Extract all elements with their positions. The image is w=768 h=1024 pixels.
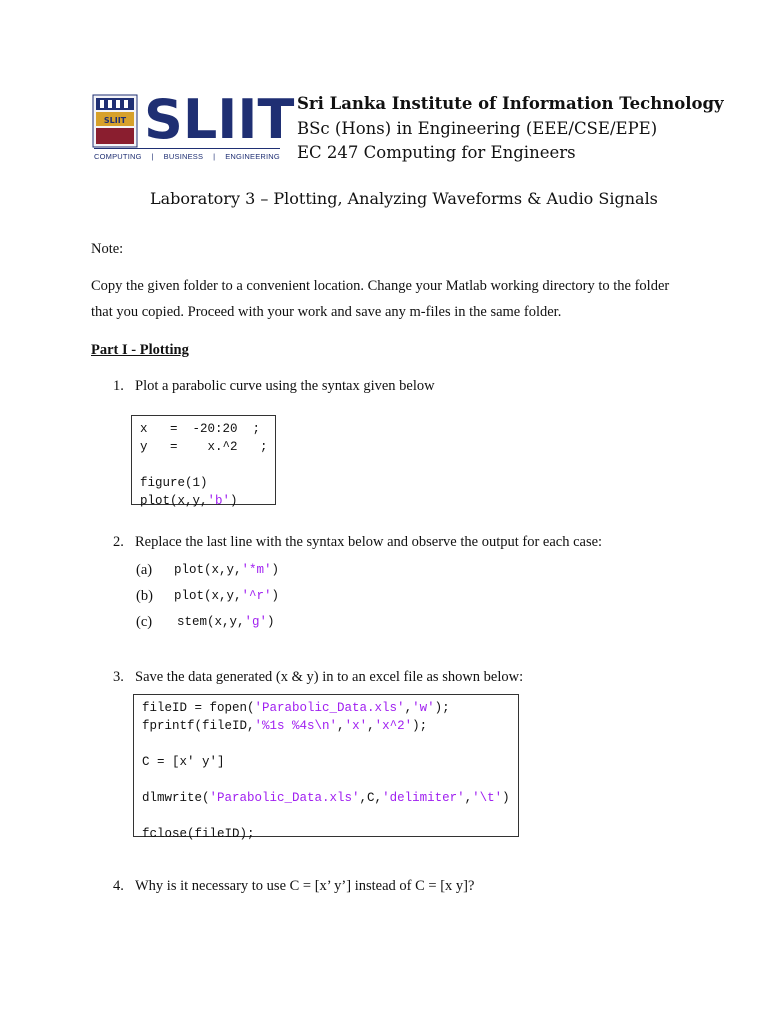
code-line: , [367,719,375,733]
code-line: x = -20:20 ; [140,422,261,436]
code-line: ); [412,719,428,733]
code-line: ); [434,701,450,715]
code-line: ) [502,791,510,805]
item-1-number: 1. [113,378,124,394]
institution-name: Sri Lanka Institute of Information Technology [297,94,724,113]
code-string: 'delimiter' [382,791,465,805]
sub-c-code [177,615,275,629]
code-string: 'g' [244,615,268,629]
code-line: fprintf(fileID, [142,719,255,733]
header-block [297,92,724,166]
code-string: 'x^2' [374,719,413,733]
crest-icon [92,94,138,148]
logo-tagline [94,148,280,161]
code-text: plot(x,y, [174,589,242,603]
code-line: , [464,791,473,805]
note-line-1: Copy the given folder to a convenient location. Change your Matlab working directory to the folder [91,278,670,294]
code-line: fileID = fopen( [142,701,255,715]
item-3-text: Save the data generated (x & y) in to an excel file as shown below: [135,669,524,685]
tagline-sep: | [213,152,216,161]
logo-wordmark: SLIIT [144,88,295,151]
code-string: 'b' [207,494,231,508]
code-line: C = [x' y'] [142,755,225,769]
sliit-logo [92,88,295,167]
item-4-number: 4. [113,878,124,894]
code-text: ) [267,615,275,629]
sub-a-code [174,563,279,577]
degree-name: BSc (Hons) in Engineering (EEE/CSE/EPE) [297,118,658,138]
sub-b-code [174,589,279,603]
lab-title: Laboratory 3 – Plotting, Analyzing Waveforms & Audio Signals [150,189,658,208]
item-2-number: 2. [113,534,124,550]
code-block-1 [131,415,276,508]
part-heading: Part I - Plotting [91,342,189,358]
tagline-business: BUSINESS [163,152,204,161]
code-text: plot(x,y, [174,563,242,577]
code-line: dlmwrite( [142,791,210,805]
course-name: EC 247 Computing for Engineers [297,143,576,162]
code-line: figure(1) [140,476,208,490]
code-line: y = x.^2 ; [140,440,268,454]
crest-text: SLIIT [103,116,127,125]
code-line: fclose(fileID); [142,827,255,841]
code-line: , [404,701,413,715]
code-string: '%1s %4s\n' [254,719,338,733]
code-string: 'x' [344,719,368,733]
sub-c-label: (c) [136,614,153,630]
item-3-number: 3. [113,669,124,685]
code-text: stem(x,y, [177,615,245,629]
item-4-text: Why is it necessary to use C = [x’ y’] instead of C = [x y]? [135,878,475,894]
note-line-2: that you copied. Proceed with your work and save any m-files in the same folder. [91,304,562,320]
item-2-text: Replace the last line with the syntax below and observe the output for each case: [135,534,603,550]
code-line: ) [230,494,238,508]
sub-a-label: (a) [136,562,153,578]
code-string: '\t' [472,791,503,805]
code-string: 'w' [412,701,435,715]
code-text: ) [271,563,280,577]
item-1-text: Plot a parabolic curve using the syntax given below [135,378,435,394]
code-string: '^r' [241,589,272,603]
code-text: ) [271,589,280,603]
code-string: 'Parabolic_Data.xls' [209,791,360,805]
note-label: Note: [91,241,124,257]
code-string: '*m' [241,563,272,577]
tagline-computing: COMPUTING [94,152,142,161]
code-line: plot(x,y, [140,494,208,508]
code-line: , [337,719,345,733]
code-string: 'Parabolic_Data.xls' [254,701,405,715]
tagline-engineering: ENGINEERING [225,152,280,161]
code-block-3 [133,694,519,841]
tagline-sep: | [151,152,154,161]
sub-b-label: (b) [136,588,153,604]
code-line: ,C, [359,791,383,805]
